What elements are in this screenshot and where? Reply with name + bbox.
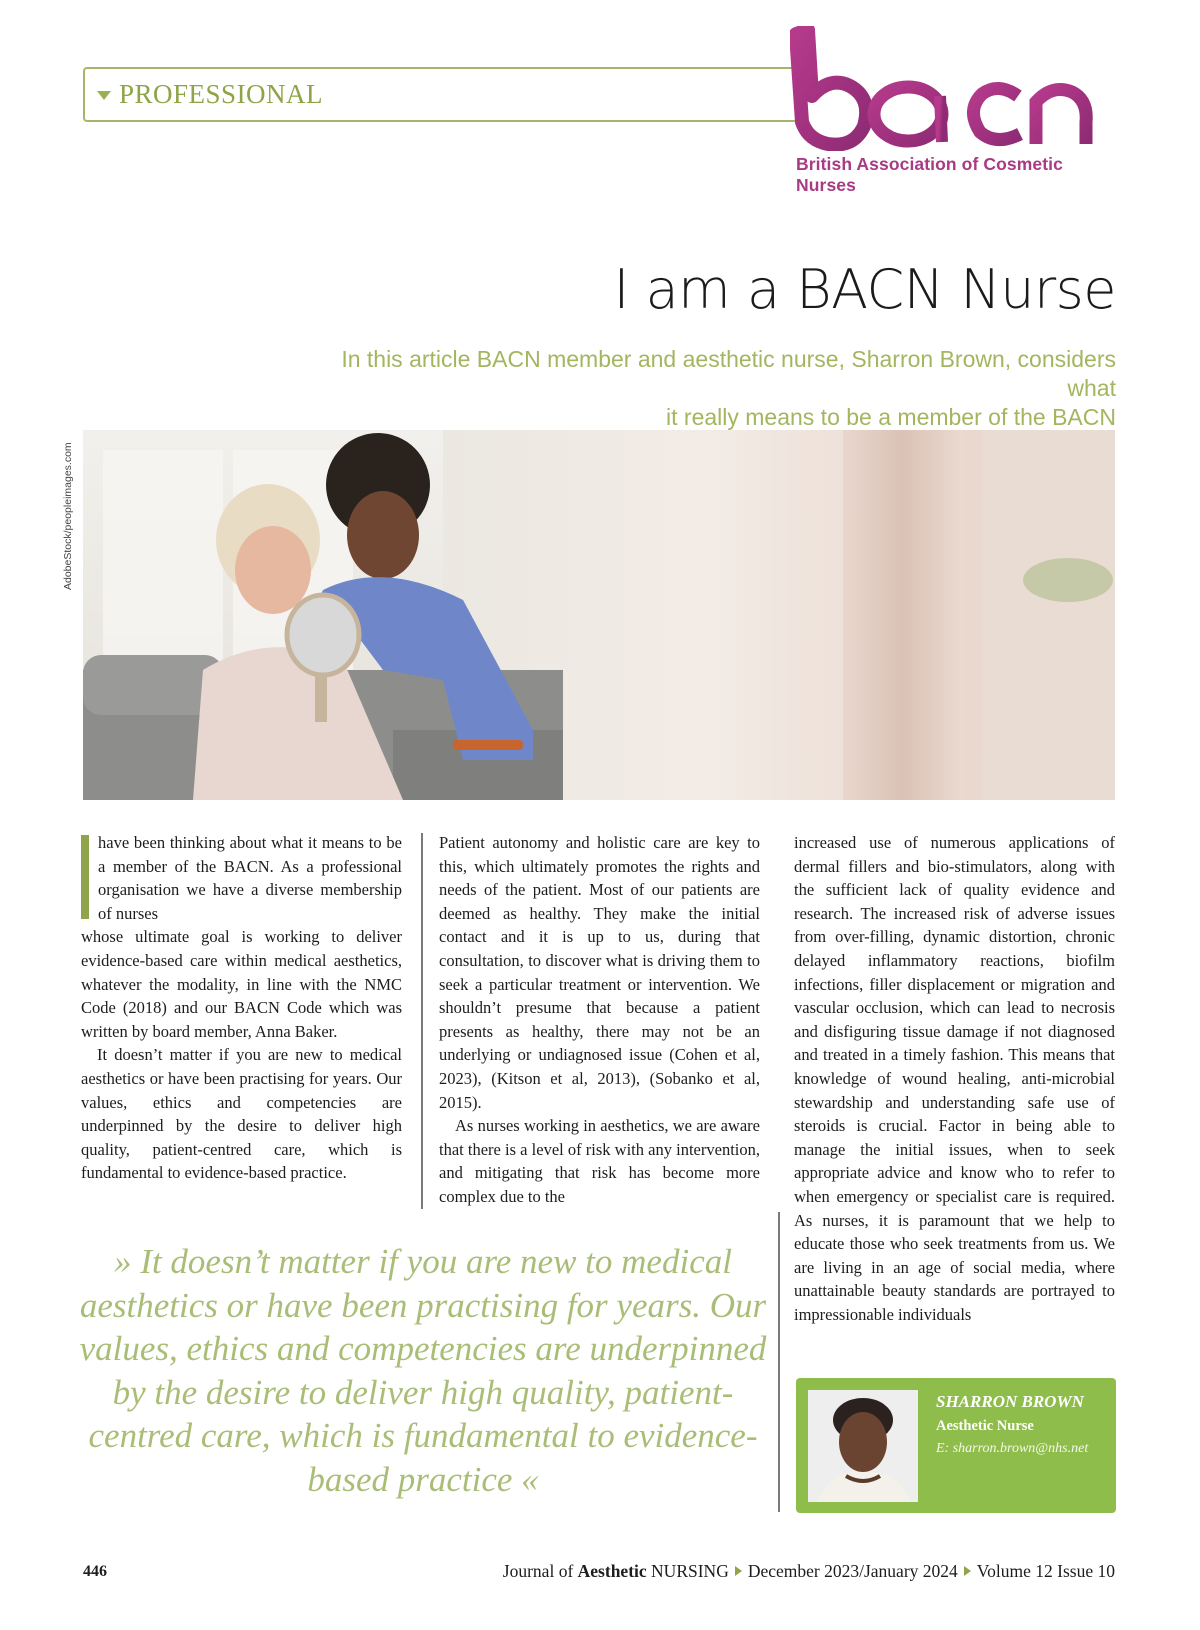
hero-photo: [83, 430, 1115, 800]
body-column-2: [439, 831, 760, 1209]
journal-bold: Aesthetic: [577, 1561, 647, 1581]
standfirst-line-2: it really means to be a member of the BACN: [666, 404, 1116, 430]
bacn-logo-mark: [790, 26, 1100, 151]
section-tab: [83, 67, 803, 122]
journal-suffix: NURSING: [646, 1561, 729, 1581]
paragraph-3: Patient autonomy and holistic care are key to this, which ultimately promotes the rights and needs of the patient. Most of our patients are deemed as healthy. They make the initial contact and it is up to us, during that consultation, to discover what is driving them to seek a particular treatment or intervention. We shouldn’t presume that because a patient presents as healthy, there may not be an underlying or undiagnosed issue (Cohen et al, 2023), (Kitson et al, 2013), (Sobanko et al, 2015).: [439, 833, 760, 1112]
paragraph-1-lead: have been thinking about what it means to be a member of the BACN. As a professional organisation we have a diverse membership of nurses: [98, 833, 402, 923]
paragraph-4: As nurses working in aesthetics, we are aware that there is a level of risk with any intervention, and mitigating that risk has become more complex due to the: [439, 1116, 760, 1206]
author-name: SHARRON BROWN: [936, 1392, 1084, 1411]
journal-footer: [503, 1561, 1115, 1582]
dropcap-letter-i: [81, 835, 89, 919]
journal-prefix: Journal of: [502, 1561, 578, 1581]
dropcap-paragraph: [81, 831, 402, 925]
paragraph-5: increased use of numerous applications of dermal fillers and bio-stimulators, along with the sufficient lack of quality evidence and research. The increased risk of adverse issues from over-filling, dynamic distortion, chronic delayed inflammatory reactions, biofilm infections, filler displacement or migration and vascular occlusion, which can lead to necrosis and disfiguring tissue damage if not diagnosed and treated in a timely fashion. This means that knowledge of wound healing, anti-microbial stewardship and understanding safe use of steroids is crucial. Factor in being able to manage the initial issues, when to seek appropriate advice and know who to refer to when emergency or specialist care is required. As nurses, it is paramount that we help to educate those who seek treatments from us. We are living in an age of social media, where unattainable beauty standards are portrayed to impressionable individuals: [794, 833, 1115, 1324]
image-credit: AdobeStock/peopleimages.com: [62, 442, 74, 590]
article-standfirst: [296, 345, 1116, 432]
issue-date: December 2023/January 2024: [747, 1561, 958, 1581]
article-title: I am a BACN Nurse: [613, 258, 1116, 321]
column-divider-2: [778, 1212, 780, 1512]
hero-photo-illustration: [83, 430, 1115, 800]
body-column-1: [81, 831, 402, 1185]
paragraph-1-rest: whose ultimate goal is working to deliver evidence-based care within medical aesthetics, whatever the modality, in line with the NMC Code (2018) and our BACN Code which was written by board member, Anna Baker.: [81, 927, 402, 1041]
author-card: [796, 1378, 1116, 1513]
author-email: E: sharron.brown@nhs.net: [936, 1441, 1089, 1456]
triangle-right-icon: [735, 1566, 742, 1576]
triangle-right-icon: [964, 1566, 971, 1576]
body-column-3: [794, 831, 1115, 1326]
author-role: Aesthetic Nurse: [936, 1418, 1034, 1434]
section-label: PROFESSIONAL: [119, 79, 324, 109]
bacn-logo: [790, 26, 1100, 195]
standfirst-line-1: In this article BACN member and aesthetic nurse, Sharron Brown, considers what: [341, 346, 1116, 401]
author-photo: [808, 1390, 918, 1502]
pull-quote: » It doesn’t matter if you are new to medical aesthetics or have been practising for years. Our values, ethics and competencies are underpinned by the desire to deliver high quality, patient-centred care, which is fundamental to evidence-based practice «: [79, 1242, 767, 1499]
paragraph-2: It doesn’t matter if you are new to medical aesthetics or have been practising for years. Our values, ethics and competencies are underpinned by the desire to deliver high quality, patient-centred care, which is fundamental to evidence-based practice.: [81, 1045, 402, 1183]
column-divider-1: [421, 833, 423, 1209]
page-number: 446: [83, 1563, 107, 1580]
logo-tagline: British Association of Cosmetic Nurses: [796, 154, 1063, 195]
volume-issue: Volume 12 Issue 10: [976, 1561, 1115, 1581]
author-portrait: [808, 1390, 918, 1502]
triangle-down-icon: [97, 91, 111, 100]
